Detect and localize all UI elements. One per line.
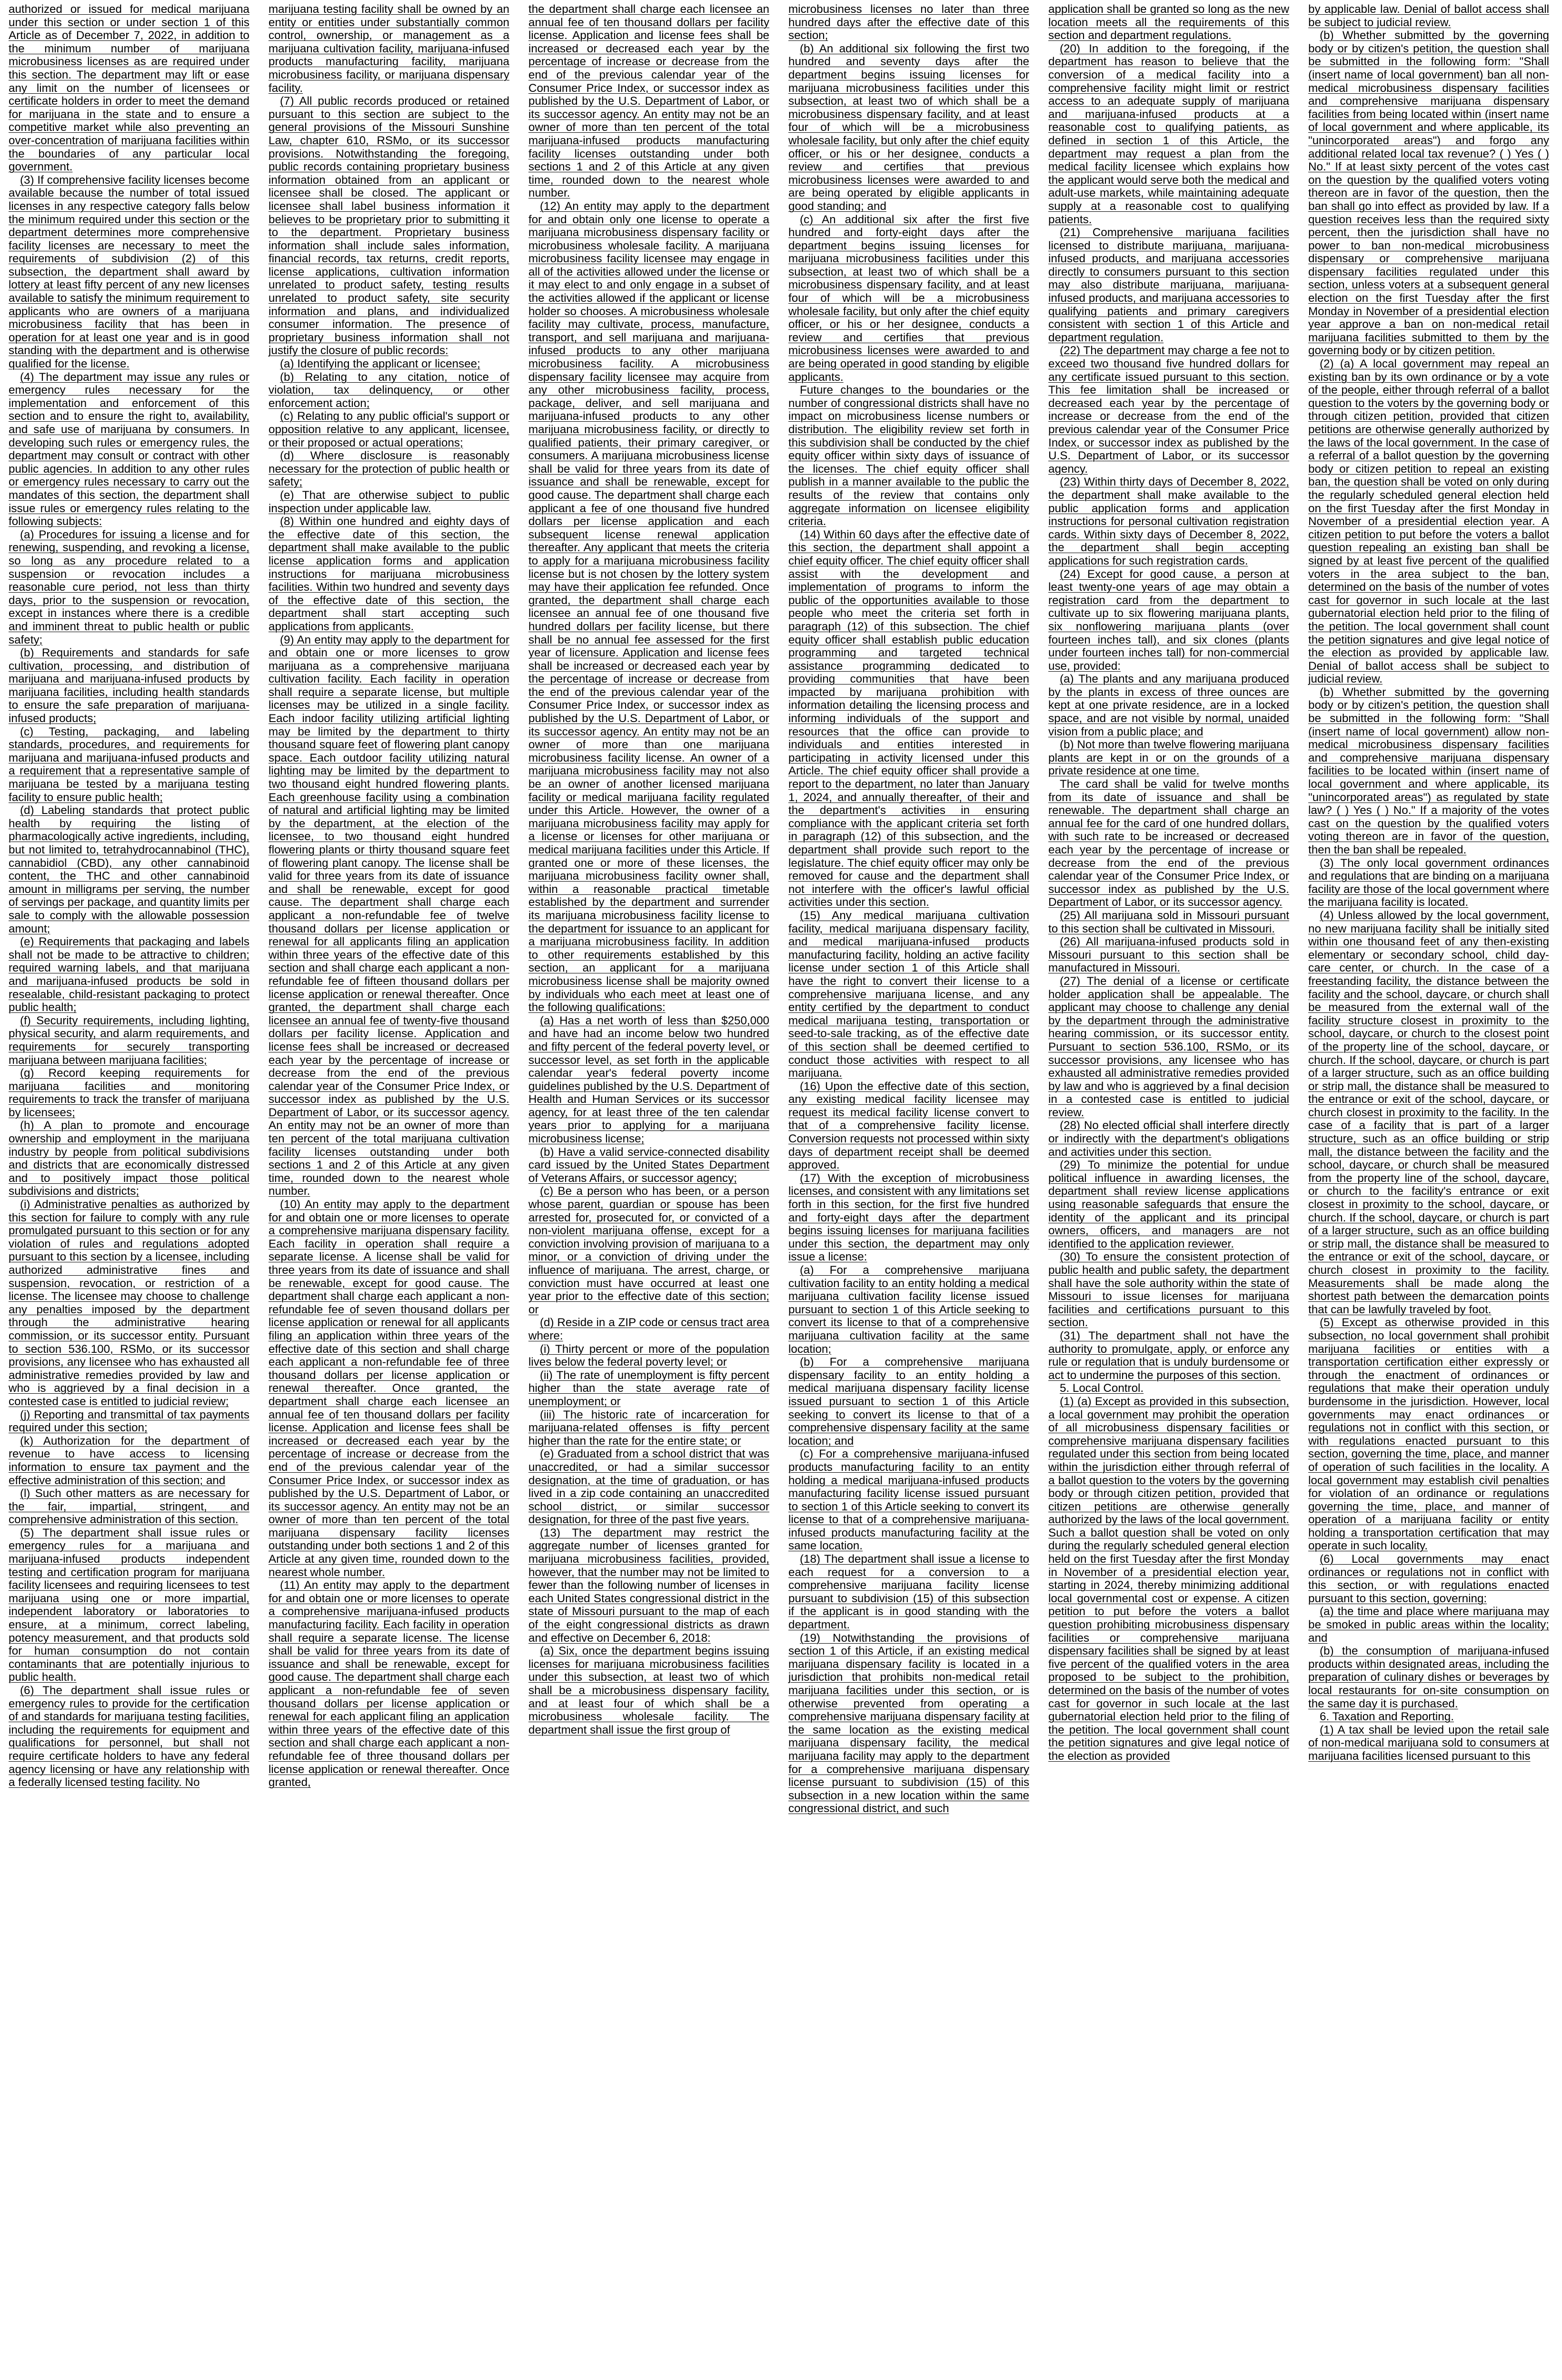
paragraph: (5) Except as otherwise provided in this subsection, no local government shall prohibit marijuana facilities or entities with a transportation certification either expressly or through the enactment of ordinances or regulations that make their operation unduly burdensome in the jurisdiction. However, local governments may enact ordinances or regulations not in conflict with this section, or with regulations enacted pursuant to this section, governing the time, place, and manner of operation of such facilities in the locality. A local government may establish civil penalties for violation of an ordinance or regulations governing the time, place, and manner of operation of a marijuana facility or entity holding a transportation certification that may operate in such locality.	[1308, 1316, 1549, 1553]
paragraph: (6) The department shall issue rules or emergency rules to provide for the certification of and standards for marijuana testing facilities, including the requirements for equipment and qualifications for personnel, but shall not require certificate holders to have any federal agency licensing or have any relationship with a federally licensed testing facility. No	[9, 1684, 249, 1789]
paragraph: (30) To ensure the consistent protection of public health and public safety, the department shall have the sole authority within the state of Missouri to issue licenses for marijuana facilities and certifications pursuant to this section.	[1048, 1250, 1289, 1329]
text-column-3	[524, 3, 776, 2380]
paragraph: (1) A tax shall be levied upon the retail sale of non-medical marijuana sold to consumers at marijuana facilities licensed pursuant to this	[1308, 1723, 1549, 1763]
paragraph: (3) If comprehensive facility licenses become available because the number of total issued licenses in any respective category falls below the minimum required under this section or the department determines more comprehensive facility licenses are necessary to meet the requirements of subdivision (2) of this subsection, the department shall award by lottery at least fifty percent of any new licenses available to satisfy the minimum requirement to applicants who are owners of a marijuana microbusiness facility that has been in operation for at least one year and is in good standing with the department and is otherwise qualified for the license.	[9, 173, 249, 371]
paragraph: (27) The denial of a license or certificate holder application shall be appealable. The applicant may choose to challenge any denial by the department through the administrative hearing commission, or its successor entity. Pursuant to section 536.100, RSMo, or its successor provisions, any licensee who has exhausted all administrative remedies provided by law and who is aggrieved by a final decision in a contested case is entitled to judicial review.	[1048, 974, 1289, 1119]
text-column-6	[1303, 3, 1556, 2380]
paragraph: application shall be granted so long as the new location meets all the requirements of this section and department regulations.	[1048, 3, 1289, 42]
paragraph: (b) An additional six following the first two hundred and seventy days after the department begins issuing licenses for marijuana microbusiness facilities under this subsection, at least two of which shall be a microbusiness dispensary facility, and at least four of which will be a microbusiness wholesale facility, but only after the chief equity officer, or his or her designee, conducts a review and certifies that previous microbusiness licenses were awarded to and are being operated by eligible applicants in good standing; and	[788, 42, 1029, 213]
paragraph: (a) Has a net worth of less than $250,000 and have had an income below two hundred and fifty percent of the federal poverty level, or successor level, as set forth in the applicable calendar year's federal poverty income guidelines published by the U.S. Department of Health and Human Services or its successor agency, for at least three of the ten calendar years prior to applying for a marijuana microbusiness license;	[528, 1014, 769, 1146]
paragraph: (g) Record keeping requirements for marijuana facilities and monitoring requirements to track the transfer of marijuana by licensees;	[9, 1067, 249, 1119]
paragraph: (19) Notwithstanding the provisions of section 1 of this Article, if an existing medical marijuana dispensary facility is located in a jurisdiction that prohibits non-medical retail marijuana facilities under this section, or is otherwise prevented from operating a comprehensive marijuana dispensary facility at the same location as the existing medical marijuana dispensary facility, the medical marijuana facility may apply to the department for a comprehensive marijuana dispensary license pursuant to subdivision (15) of this subsection in a new location within the same congressional district, and such	[788, 1631, 1029, 1815]
paragraph: (12) An entity may apply to the department for and obtain only one license to operate a marijuana microbusiness dispensary facility or microbusiness wholesale facility. A marijuana microbusiness facility licensee may engage in all of the activities allowed under the license or it may elect to and only engage in a subset of the activities allowed if the applicant or license holder so chooses. A microbusiness wholesale facility may cultivate, process, manufacture, transport, and sell marijuana and marijuana-infused products to any other marijuana microbusiness facility. A microbusiness dispensary facility licensee may acquire from any other microbusiness facility, process, package, deliver, and sell marijuana and marijuana-infused products to any other marijuana microbusiness facility, or directly to qualified patients, their primary caregiver, or consumers. A marijuana microbusiness license shall be valid for three years from its date of issuance and shall be renewable, except for good cause. The department shall charge each applicant a fee of one thousand five hundred dollars per license application and each subsequent license renewal application thereafter. Any applicant that meets the criteria to apply for a marijuana microbusiness facility license but is not chosen by the lottery system may have their application fee refunded. Once granted, the department shall charge each licensee an annual fee of one thousand five hundred dollars per facility license, but there shall be no annual fee assessed for the first year of licensure. Application and license fees shall be increased or decreased each year by the percentage of increase or decrease from the end of the previous calendar year of the Consumer Price Index, or successor index as published by the U.S. Department of Labor, or its successor agency. An entity may not be an owner of more than one marijuana microbusiness facility license. An owner of a marijuana microbusiness facility may not also be an owner of another licensed marijuana facility or medical marijuana facility regulated under this Article. However, the owner of a marijuana microbusiness facility may apply for a license or licenses for other marijuana or medical marijuana facilities under this Article. If granted one or more of these licenses, the marijuana microbusiness facility owner shall, within a reasonable practical timetable established by the department and surrender its marijuana microbusiness facility license to the department for issuance to an applicant for a marijuana microbusiness facility. In addition to other requirements established by this section, an applicant for a marijuana microbusiness license shall be majority owned by individuals who each meet at least one of the following qualifications:	[528, 199, 769, 1014]
paragraph: (10) An entity may apply to the department for and obtain one or more licenses to operate a comprehensive marijuana dispensary facility. Each facility in operation shall require a separate license. A license shall be valid for three years from its date of issuance and shall be renewable, except for good cause. The department shall charge each applicant a non-refundable fee of seven thousand dollars per license application or renewal for all applicants filing an application within three years of the effective date of this section and shall charge each applicant a non-refundable fee of three thousand dollars per license application or renewal thereafter. Once granted, the department shall charge each licensee an annual fee of ten thousand dollars per facility license. Application and license fees shall be increased or decreased each year by the percentage of increase or decrease from the end of the previous calendar year of the Consumer Price Index, or successor index as published by the U.S. Department of Labor, or its successor agency. An entity may not be an owner of more than ten percent of the total marijuana dispensary facility licenses outstanding under both sections 1 and 2 of this Article at any given time, rounded down to the nearest whole number.	[269, 1198, 509, 1579]
paragraph: (24) Except for good cause, a person at least twenty-one years of age may obtain a registration card from the department to cultivate up to six flowering marijuana plants, six nonflowering marijuana plants (over fourteen inches tall), and six clones (plants under fourteen inches tall) for non-commercial use, provided:	[1048, 567, 1289, 673]
paragraph: 5. Local Control.	[1060, 1382, 1144, 1395]
paragraph: (31) The department shall not have the authority to promulgate, apply, or enforce any rule or regulation that is unduly burdensome or act to undermine the purposes of this section.	[1048, 1329, 1289, 1382]
paragraph: by applicable law. Denial of ballot access shall be subject to judicial review.	[1308, 3, 1549, 29]
paragraph: (28) No elected official shall interfere directly or indirectly with the department's obligations and activities under this section.	[1048, 1119, 1289, 1159]
paragraph: (a) The plants and any marijuana produced by the plants in excess of three ounces are kept at one private residence, are in a locked space, and are not visible by normal, unaided vision from a public place; and	[1048, 673, 1289, 738]
paragraph: (e) That are otherwise subject to public inspection under applicable law.	[269, 488, 509, 515]
paragraph: (11) An entity may apply to the department for and obtain one or more licenses to operate a comprehensive marijuana-infused products manufacturing facility. Each facility in operation shall require a separate license. The license shall be valid for three years from its date of issuance and shall be renewable, except for good cause. The department shall charge each applicant a non-refundable fee of seven thousand dollars per license application or renewal for each applicant filing an application within three years of the effective date of this section and shall charge each applicant a non-refundable fee of three thousand dollars per license application or renewal thereafter. Once granted,	[269, 1579, 509, 1789]
paragraph: (4) The department may issue any rules or emergency rules necessary for the implementation and enforcement of this section and to ensure the right to, availability, and safe use of marijuana by consumers. In developing such rules or emergency rules, the department may consult or contract with other public agencies. In addition to any other rules or emergency rules necessary to carry out the mandates of this section, the department shall issue rules or emergency rules relating to the following subjects:	[9, 370, 249, 528]
paragraph: (6) Local governments may enact ordinances or regulations not in conflict with this section, or with regulations enacted pursuant to this section, governing:	[1308, 1553, 1549, 1605]
paragraph: (a) Six, once the department begins issuing licenses for marijuana microbusiness facilities under this subsection, at least two of which shall be a microbusiness dispensary facility, and at least four of which shall be a microbusiness wholesale facility. The department shall issue the first group of	[528, 1645, 769, 1736]
paragraph: (18) The department shall issue a license to each request for a conversion to a comprehensive marijuana facility license pursuant to subdivision (15) of this subsection if the applicant is in good standing with the department.	[788, 1553, 1029, 1632]
paragraph: (5) The department shall issue rules or emergency rules for a marijuana and marijuana-infused products independent testing and certification program for marijuana facility licensees and requiring licensees to test marijuana using one or more impartial, independent laboratory or laboratories to ensure, at a minimum, correct labeling, potency measurement, and that products sold for human consumption do not contain contaminants that are potentially injurious to public health.	[9, 1526, 249, 1684]
paragraph: (b) Whether submitted by the governing body or by citizen's petition, the question shall be submitted in the following form: "Shall (insert name of local government) allow non-medical microbusiness dispensary facilities and comprehensive marijuana dispensary facilities to be located within (insert name of local government and where applicable, its "unincorporated areas") as regulated by state law? ( ) Yes ( ) No." If a majority of the votes cast on the question by the qualified voters voting thereon are in favor of the question, then the ban shall be repealed.	[1308, 685, 1549, 856]
paragraph: (17) With the exception of microbusiness licenses, and consistent with any limitations set forth in this section, for the first five hundred and forty-eight days after the department begins issuing licenses for marijuana facilities under this section, the department may only issue a license:	[788, 1171, 1029, 1264]
paragraph: (c) Relating to any public official's support or opposition relative to any applicant, licensee, or their proposed or actual operations;	[269, 410, 509, 449]
paragraph: (k) Authorization for the department of revenue to have access to licensing information to ensure tax payment and the effective administration of this section; and	[9, 1434, 249, 1487]
paragraph: authorized or issued for medical marijuana under this section or under section 1 of this Article as of December 7, 2022, in addition to the minimum number of marijuana microbusiness licenses as are required under this section. The department may lift or ease any limit on the number of licensees or certificate holders in order to meet the demand for marijuana in the state and to ensure a competitive market while also preventing an over-concentration of marijuana facilities within the boundaries of any particular local government.	[9, 3, 249, 174]
text-column-2	[264, 3, 516, 2380]
paragraph: (20) In addition to the foregoing, if the department has reason to believe that the conversion of a medical facility into a comprehensive facility might limit or restrict access to an adequate supply of marijuana and marijuana-infused products at a reasonable cost to qualifying patients, as defined in section 1 of this Article, the department may request a plan from the medical facility licensee which explains how the applicant would serve both the medical and adult-use markets, while maintaining adequate supply at a reasonable cost to qualifying patients.	[1048, 42, 1289, 226]
paragraph: (a) the time and place where marijuana may be smoked in public areas within the locality; and	[1308, 1605, 1549, 1645]
paragraph: (b) the consumption of marijuana-infused products within designated areas, including the preparation of culinary dishes or beverages by local restaurants for on-site consumption on the same day it is purchased.	[1308, 1645, 1549, 1710]
paragraph: (21) Comprehensive marijuana facilities licensed to distribute marijuana, marijuana-infused products, and marijuana accessories directly to consumers pursuant to this section may also distribute marijuana, marijuana-infused products, and marijuana accessories to qualifying patients and primary caregivers consistent with section 1 of this Article and department regulation.	[1048, 226, 1289, 344]
paragraph: (16) Upon the effective date of this section, any existing medical facility licensee may request its medical facility license convert to that of a comprehensive facility license. Conversion requests not processed within sixty days of department receipt shall be deemed approved.	[788, 1080, 1029, 1172]
paragraph: (j) Reporting and transmittal of tax payments required under this section;	[9, 1408, 249, 1435]
paragraph: (b) Requirements and standards for safe cultivation, processing, and distribution of marijuana and marijuana-infused products by marijuana facilities, including health standards to ensure the safe preparation of marijuana-infused products;	[9, 646, 249, 725]
paragraph: Future changes to the boundaries or the number of congressional districts shall have no impact on microbusiness license numbers or distribution. The eligibility review set forth in this subdivision shall be conducted by the chief equity officer within sixty days of issuance of the licenses. The chief equity officer shall publish in a manner available to the public the results of the review that contains only aggregate information on licensee eligibility criteria.	[788, 384, 1029, 528]
paragraph: (iii) The historic rate of incarceration for marijuana-related offenses is fifty percent higher than the rate for the entire state; or	[528, 1408, 769, 1448]
paragraph: microbusiness licenses no later than three hundred days after the effective date of this section;	[788, 3, 1029, 42]
text-column-1	[4, 3, 256, 2380]
paragraph: (9) An entity may apply to the department for and obtain one or more licenses to grow marijuana as a comprehensive marijuana cultivation facility. Each facility in operation shall require a separate license, but multiple licenses may be utilized in a single facility. Each indoor facility utilizing artificial lighting may be limited by the department to thirty thousand square feet of flowering plant canopy space. Each outdoor facility utilizing natural lighting may be limited by the department to two thousand eight hundred flowering plants. Each greenhouse facility using a combination of natural and artificial lighting may be limited by the department, at the election of the licensee, to two thousand eight hundred flowering plants or thirty thousand square feet of flowering plant canopy. The license shall be valid for three years from its date of issuance and shall be renewable, except for good cause. The department shall charge each applicant a non-refundable fee of twelve thousand dollars per license application or renewal for all applicants filing an application within three years of the effective date of this section and shall charge each applicant a non-refundable fee of fifteen thousand dollars per license application or renewal thereafter. Once granted, the department shall charge each licensee an annual fee of twenty-five thousand dollars per facility license. Application and license fees shall be increased or decreased each year by the percentage of increase or decrease from the end of the previous calendar year of the Consumer Price Index, or successor index as published by the U.S. Department of Labor, or its successor agency. An entity may not be an owner of more than ten percent of the total marijuana cultivation facility licenses outstanding under both sections 1 and 2 of this Article at any given time, rounded down to the nearest whole number.	[269, 633, 509, 1198]
paragraph: (a) Identifying the applicant or licensee;	[280, 357, 480, 371]
paragraph: (26) All marijuana-infused products sold in Missouri pursuant to this section shall be manufactured in Missouri.	[1048, 935, 1289, 975]
paragraph: (i) Thirty percent or more of the population lives below the federal poverty level; or	[528, 1342, 769, 1369]
paragraph: (4) Unless allowed by the local government, no new marijuana facility shall be initially sited within one thousand feet of any then-existing elementary or secondary school, child day-care center, or church. In the case of a freestanding facility, the distance between the facility and the school, daycare, or church shall be measured from the external wall of the facility structure closest in proximity to the school, daycare, or church to the closest point of the property line of the school, daycare, or church. If the school, daycare, or church is part of a larger structure, such as an office building or strip mall, the distance shall be measured to the entrance or exit of the school, daycare, or church closest in proximity to the facility. In the case of a facility that is part of a larger structure, such as an office building or strip mall, the distance between the facility and the school, daycare, or church shall be measured from the property line of the school, daycare, or church to the facility's entrance or exit closest in proximity to the school, daycare, or church. If the school, daycare, or church is part of a larger structure, such as an office building or strip mall, the distance shall be measured to the entrance or exit of the school, daycare, or church closest in proximity to the facility. Measurements shall be made along the shortest path between the demarcation points that can be lawfully traveled by foot.	[1308, 909, 1549, 1316]
paragraph: (3) The only local government ordinances and regulations that are binding on a marijuana facility are those of the local government where the marijuana facility is located.	[1308, 856, 1549, 909]
paragraph: (a) Procedures for issuing a license and for renewing, suspending, and revoking a license, so long as any procedure related to a suspension or revocation includes a reasonable cure period, not less than thirty days, prior to the suspension or revocation, except in instances where there is a credible and imminent threat to public health or public safety;	[9, 528, 249, 646]
text-column-5	[1044, 3, 1296, 2380]
paragraph: (c) Testing, packaging, and labeling standards, procedures, and requirements for marijuana and marijuana-infused products and a requirement that a representative sample of marijuana be tested by a marijuana testing facility to ensure public health;	[9, 725, 249, 804]
text-column-4	[784, 3, 1036, 2380]
paragraph: (f) Security requirements, including lighting, physical security, and alarm requirements, and requirements for securely transporting marijuana between marijuana facilities;	[9, 1014, 249, 1067]
paragraph: (e) Requirements that packaging and labels shall not be made to be attractive to children; required warning labels, and that marijuana and marijuana-infused products be sold in resealable, child-resistant packaging to protect public health;	[9, 935, 249, 1014]
paragraph: (14) Within 60 days after the effective date of this section, the department shall appoint a chief equity officer. The chief equity officer shall assist with the development and implementation of programs to inform the public of the opportunities available to those people who meet the criteria set forth in paragraph (12) of this subsection. The chief equity officer shall establish public education programming and targeted technical assistance programming dedicated to providing communities that have been impacted by marijuana prohibition with information detailing the licensing process and informing individuals of the support and resources that the office can provide to individuals and entities interested in participating in activity licensed under this Article. The chief equity officer shall provide a report to the department, no later than January 1, 2024, and annually thereafter, of their and the department's activities in ensuring compliance with the applicant criteria set forth in paragraph (12) of this subsection, and the department shall provide such report to the legislature. The chief equity officer may only be removed for cause and the department shall not interfere with the officer's lawful official activities under this section.	[788, 528, 1029, 909]
paragraph: (e) Graduated from a school district that was unaccredited, or had a similar successor designation, at the time of graduation, or has lived in a zip code containing an unaccredited school district, or similar successor designation, for three of the past five years.	[528, 1448, 769, 1527]
paragraph: (d) Where disclosure is reasonably necessary for the protection of public health or safety;	[269, 449, 509, 489]
paragraph: 6. Taxation and Reporting.	[1320, 1710, 1454, 1724]
paragraph: (23) Within thirty days of December 8, 2022, the department shall make available to the public application forms and application instructions for personal cultivation registration cards. Within sixty days of December 8, 2022, the department shall begin accepting applications for such registration cards.	[1048, 476, 1289, 567]
paragraph: (h) A plan to promote and encourage ownership and employment in the marijuana industry by people from political subdivisions and districts that are economically distressed and to positively impact those political subdivisions and districts;	[9, 1119, 249, 1198]
paragraph: (d) Reside in a ZIP code or census tract area where:	[528, 1316, 769, 1342]
paragraph: (a) For a comprehensive marijuana cultivation facility to an entity holding a medical marijuana cultivation facility license issued pursuant to section 1 of this Article seeking to convert its license to that of a comprehensive marijuana cultivation facility at the same location;	[788, 1264, 1029, 1356]
paragraph: (15) Any medical marijuana cultivation facility, medical marijuana dispensary facility, and medical marijuana-infused products manufacturing facility, holding an active facility license under section 1 of this Article shall have the right to convert their license to a comprehensive marijuana license, and any entity certified by the department to conduct medical marijuana testing, transportation or seed-to-sale tracking, as of the effective date of this section shall be deemed certified to conduct those activities with respect to all marijuana.	[788, 909, 1029, 1080]
paragraph: The card shall be valid for twelve months from its date of issuance and shall be renewable. The department shall charge an annual fee for the card of one hundred dollars, with such rate to be increased or decreased each year by the percentage of increase or decrease from the end of the previous calendar year of the Consumer Price Index, or successor index as published by the U.S. Department of Labor, or its successor agency.	[1048, 778, 1289, 909]
paragraph: (b) Have a valid service-connected disability card issued by the United States Department of Veterans Affairs, or successor agency;	[528, 1145, 769, 1185]
paragraph: (8) Within one hundred and eighty days of the effective date of this section, the department shall make available to the public license application forms and application instructions for marijuana microbusiness facilities. Within two hundred and seventy days of the effective date of this section, the department shall start accepting such applications from applicants.	[269, 515, 509, 633]
paragraph: (1) (a) Except as provided in this subsection, a local government may prohibit the operation of all microbusiness dispensary facilities or comprehensive marijuana dispensary facilities regulated under this section from being located within the jurisdiction either through referral of a ballot question to the voters by the governing body or through citizen petition, provided that citizen petitions are otherwise generally authorized by the laws of the local government. Such a ballot question shall be voted on only during the regularly scheduled general election held on the first Tuesday after the first Monday in November of a presidential election year, starting in 2024, thereby minimizing additional local governmental cost or expense. A citizen petition to put before the voters a ballot question prohibiting microbusiness dispensary facilities or comprehensive marijuana dispensary facilities shall be signed by at least five percent of the qualified voters in the area proposed to be subject to the prohibition, determined on the basis of the number of votes cast for governor in such locale at the last gubernatorial election held prior to the filing of the petition. The local government shall count the petition signatures and give legal notice of the election as provided	[1048, 1395, 1289, 1763]
paragraph: (c) For a comprehensive marijuana-infused products manufacturing facility to an entity holding a medical marijuana-infused products manufacturing facility license issued pursuant to section 1 of this Article seeking to convert its license to that of a comprehensive marijuana-infused products manufacturing facility at the same location.	[788, 1448, 1029, 1553]
paragraph: (ii) The rate of unemployment is fifty percent higher than the state average rate of unemployment; or	[528, 1368, 769, 1408]
paragraph: (c) An additional six after the first five hundred and forty-eight days after the department begins issuing licenses for marijuana microbusiness facilities under this subsection, at least two of which shall be a microbusiness dispensary facility, and at least four of which will be a microbusiness wholesale facility, but only after the chief equity officer, or his or her designee, conducts a review and certifies that previous microbusiness licenses were awarded to and are being operated in good standing by eligible applicants.	[788, 213, 1029, 384]
paragraph: (13) The department may restrict the aggregate number of licenses granted for marijuana microbusiness facilities, provided, however, that the number may not be limited to fewer than the following number of licenses in each United States congressional district in the state of Missouri pursuant to the map of each of the eight congressional districts as drawn and effective on December 6, 2018:	[528, 1526, 769, 1645]
paragraph: (2) (a) A local government may repeal an existing ban by its own ordinance or by a vote of the people, either through referral of a ballot question to the voters by the governing body or through citizen petition, provided that citizen petitions are otherwise generally authorized by the laws of the local government. In the case of a referral of a ballot question by the governing body or citizen petition to repeal an existing ban, the question shall be voted on only during the regularly scheduled general election held on the first Tuesday after the first Monday in November of a presidential election year. A citizen petition to put before the voters a ballot question repealing an existing ban shall be signed by at least five percent of the qualified voters in the area subject to the ban, determined on the basis of the number of votes cast for governor in such locale at the last gubernatorial election held prior to the filing of the petition. The local government shall count the petition signatures and give legal notice of the election as provided by applicable law. Denial of ballot access shall be subject to judicial review.	[1308, 357, 1549, 686]
paragraph: (b) Relating to any citation, notice of violation, tax delinquency, or other enforcement action;	[269, 370, 509, 410]
paragraph: (7) All public records produced or retained pursuant to this section are subject to the general provisions of the Missouri Sunshine Law, chapter 610, RSMo, or its successor provisions. Notwithstanding the foregoing, public records containing proprietary business information obtained from an applicant or licensee shall be closed. The applicant or licensee shall label business information it believes to be proprietary prior to submitting it to the department. Proprietary business information shall include sales information, financial records, tax returns, credit reports, license applications, cultivation information unrelated to product safety, testing results unrelated to product safety, site security information and plans, and individualized consumer information. The presence of proprietary business information shall not justify the closure of public records:	[269, 95, 509, 357]
paragraph: (l) Such other matters as are necessary for the fair, impartial, stringent, and comprehensive administration of this section.	[9, 1487, 249, 1527]
paragraph: (25) All marijuana sold in Missouri pursuant to this section shall be cultivated in Missouri.	[1048, 909, 1289, 935]
paragraph: marijuana testing facility shall be owned by an entity or entities under substantially common control, ownership, or management as a marijuana cultivation facility, marijuana-infused products manufacturing facility, marijuana microbusiness facility, or marijuana dispensary facility.	[269, 3, 509, 95]
paragraph: (22) The department may charge a fee not to exceed two thousand five hundred dollars for any certificate issued pursuant to this section. This fee limitation shall be increased or decreased each year by the percentage of increase or decrease from the end of the previous calendar year of the Consumer Price Index, or successor index as published by the U.S. Department of Labor, or its successor agency.	[1048, 344, 1289, 476]
paragraph: (d) Labeling standards that protect public health by requiring the listing of pharmacologically active ingredients, including, but not limited to, tetrahydrocannabinol (THC), cannabidiol (CBD), any other cannabinoid content, the THC and other cannabinoid amount in milligrams per serving, the number of servings per package, and quantity limits per sale to comply with the allowable possession amount;	[9, 804, 249, 935]
paragraph: (i) Administrative penalties as authorized by this section for failure to comply with any rule promulgated pursuant to this section or for any violation of rules and regulations adopted pursuant to this section by a licensee, including authorized administrative fines and suspension, revocation, or restriction of a license. The licensee may choose to challenge any penalties imposed by the department through the administrative hearing commission, or its successor entity. Pursuant to section 536.100, RSMo, or its successor provisions, any licensee who has exhausted all administrative remedies provided by law and who is aggrieved by a final decision in a contested case is entitled to judicial review;	[9, 1198, 249, 1408]
paragraph: (b) Not more than twelve flowering marijuana plants are kept in or on the grounds of a private residence at one time.	[1048, 738, 1289, 778]
paragraph: (c) Be a person who has been, or a person whose parent, guardian or spouse has been arrested for, prosecuted for, or convicted of a non-violent marijuana offense, except for a conviction involving provision of marijuana to a minor, or a conviction of driving under the influence of marijuana. The arrest, charge, or conviction must have occurred at least one year prior to the effective date of this section; or	[528, 1185, 769, 1316]
paragraph: (29) To minimize the potential for undue political influence in awarding licenses, the department shall review license applications using reasonable safeguards that ensure the identity of the applicant and its principal owners, officers, and managers are not identified to the application reviewer.	[1048, 1159, 1289, 1250]
paragraph: the department shall charge each licensee an annual fee of ten thousand dollars per facility license. Application and license fees shall be increased or decreased each year by the percentage of increase or decrease from the end of the previous calendar year of the Consumer Price Index, or successor index as published by the U.S. Department of Labor, or its successor agency. An entity may not be an owner of more than ten percent of the total marijuana-infused products manufacturing facility licenses outstanding under both sections 1 and 2 of this Article at any given time, rounded down to the nearest whole number.	[528, 3, 769, 200]
paragraph: (b) Whether submitted by the governing body or by citizen's petition, the question shall be submitted in the following form: "Shall (insert name of local government) ban all non-medical microbusiness dispensary facilities and comprehensive marijuana dispensary facilities from being located within (insert name of local government and where applicable, its "unincorporated areas") and forgo any additional related local tax revenue? ( ) Yes ( ) No." If at least sixty percent of the votes cast on the question by the qualified voters voting thereon are in favor of the question, then the ban shall go into effect as provided by law. If a question receives less than the required sixty percent, then the jurisdiction shall have no power to ban non-medical microbusiness dispensary or comprehensive marijuana dispensary facilities regulated under this section, unless voters at a subsequent general election on the first Tuesday after the first Monday in November of a presidential election year approve a ban on non-medical retail marijuana facilities submitted to them by the governing body or by citizen petition.	[1308, 29, 1549, 357]
paragraph: (b) For a comprehensive marijuana dispensary facility to an entity holding a medical marijuana dispensary facility license issued pursuant to section 1 of this Article seeking to convert its license to that of a comprehensive dispensary facility at the same location; and	[788, 1356, 1029, 1448]
